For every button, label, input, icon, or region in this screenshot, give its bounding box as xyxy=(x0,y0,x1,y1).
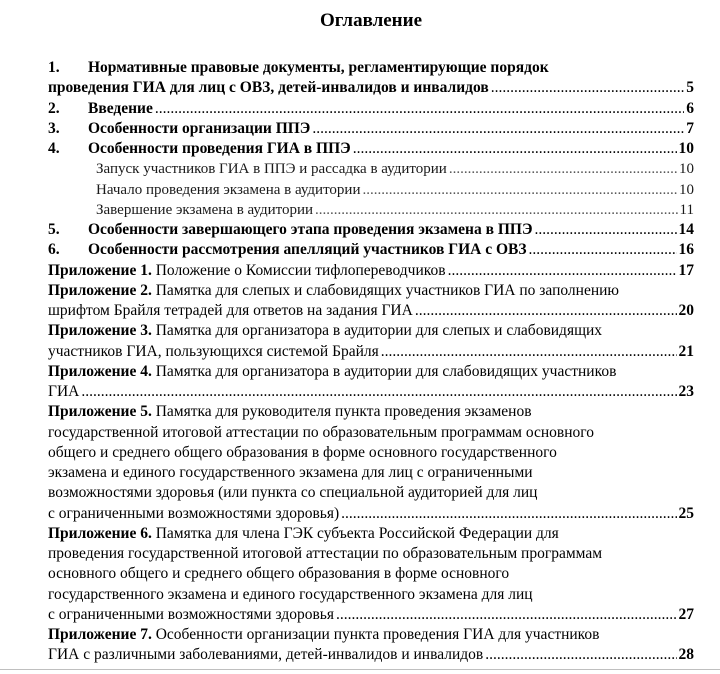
dot-leader xyxy=(363,180,678,200)
dot-leader xyxy=(534,220,676,240)
appendix-title: Памятка для руководителя пункта проведения экзаменов xyxy=(151,403,532,421)
toc-line xyxy=(48,99,694,119)
toc-subsection[interactable] xyxy=(48,200,694,220)
toc-line xyxy=(48,362,694,382)
appendix-title: с ограниченными возможностями здоровья xyxy=(48,605,334,623)
section-title: Особенности организации ППЭ xyxy=(88,119,311,137)
toc-appendix[interactable] xyxy=(48,362,694,403)
toc-line xyxy=(48,463,694,483)
toc-entry-text xyxy=(48,59,549,76)
toc-entry-text xyxy=(48,484,537,501)
appendix-title: общего и среднего общего образования в форме основного государственного xyxy=(48,443,557,461)
page-divider xyxy=(0,669,720,670)
toc-entry-text xyxy=(48,301,413,321)
appendix-title: ГИА с различными заболеваниями, детей-инвалидов и инвалидов xyxy=(48,646,484,664)
toc-list xyxy=(48,58,694,666)
toc-line xyxy=(48,402,694,422)
section-title: проведения ГИА для лиц с ОВЗ, детей-инвалидов и инвалидов xyxy=(48,79,489,97)
toc-line xyxy=(48,605,694,625)
appendix-title: Памятка для члена ГЭК субъекта Российской Федерации для xyxy=(151,524,559,542)
page-number: 21 xyxy=(678,342,694,360)
toc-appendix[interactable] xyxy=(48,261,694,281)
toc-line xyxy=(48,281,694,301)
toc-line xyxy=(48,585,694,605)
appendix-title: шрифтом Брайля тетрадей для ответов на задания ГИА xyxy=(48,302,413,319)
toc-entry-text xyxy=(48,504,339,524)
appendix-title: Положение о Комиссии тифлопереводчиков xyxy=(151,261,446,279)
toc-line xyxy=(48,119,694,139)
toc-entry-text xyxy=(48,525,559,542)
appendix-title: государственной итоговой аттестации по образовательным программам основного xyxy=(48,423,594,441)
toc-appendix[interactable] xyxy=(48,524,694,625)
toc-line xyxy=(48,78,694,98)
toc-entry-text xyxy=(96,200,313,220)
toc-entry-text xyxy=(48,78,489,98)
section-title: Особенности проведения ГИА в ППЭ xyxy=(88,140,351,157)
section-title: Введение xyxy=(88,99,153,117)
toc-line xyxy=(48,301,694,321)
section-number: 1. xyxy=(48,59,60,76)
appendix-label: Приложение 5. xyxy=(48,403,152,421)
dot-leader xyxy=(529,240,677,260)
toc-line xyxy=(96,180,694,200)
toc-entry-text xyxy=(48,586,533,603)
toc-entry-text xyxy=(48,444,557,461)
page-number: 14 xyxy=(678,221,694,238)
toc-line xyxy=(48,58,694,78)
section-title: Нормативные правовые документы, регламентирующие порядок xyxy=(88,59,549,76)
toc-section[interactable] xyxy=(48,240,694,260)
toc-entry-text xyxy=(96,180,361,200)
toc-line xyxy=(96,200,694,220)
page-number: 23 xyxy=(678,383,694,400)
appendix-title: Памятка для организатора в аудитории для слабовидящих участников xyxy=(151,362,617,380)
document-page xyxy=(48,0,694,666)
page-number: 16 xyxy=(678,241,694,259)
toc-section[interactable] xyxy=(48,99,694,119)
dot-leader xyxy=(448,261,677,281)
toc-entry-text xyxy=(48,342,379,362)
page-number: 10 xyxy=(679,181,694,198)
toc-line xyxy=(96,159,694,179)
toc-appendix[interactable] xyxy=(48,625,694,666)
section-number: 2. xyxy=(48,99,60,117)
appendix-label: Приложение 6. xyxy=(48,524,152,542)
toc-entry-text xyxy=(48,605,334,625)
toc-entry-text xyxy=(48,545,602,562)
toc-entry-text xyxy=(48,322,602,339)
appendix-label: Приложение 3. xyxy=(48,322,152,340)
toc-line xyxy=(48,423,694,443)
appendix-title: ГИА xyxy=(48,383,80,400)
dot-leader xyxy=(353,139,677,159)
toc-entry-text xyxy=(48,139,351,159)
page-number: 28 xyxy=(678,646,694,664)
toc-entry-text xyxy=(48,261,446,281)
dot-leader xyxy=(449,159,677,179)
page-number: 25 xyxy=(678,504,694,522)
toc-line xyxy=(48,443,694,463)
dot-leader xyxy=(381,342,677,362)
toc-entry-text xyxy=(48,240,527,260)
toc-entry-text xyxy=(48,424,594,441)
page-number: 10 xyxy=(678,140,694,157)
appendix-label: Приложение 2. xyxy=(48,281,152,299)
toc-line xyxy=(48,645,694,665)
toc-entry-text xyxy=(48,363,616,380)
toc-entry-text xyxy=(48,282,619,299)
page-number: 27 xyxy=(678,605,694,623)
appendix-label: Приложение 7. xyxy=(48,626,152,643)
toc-line xyxy=(48,261,694,281)
toc-entry-text xyxy=(48,403,532,420)
toc-entry-text xyxy=(48,99,153,119)
toc-appendix[interactable] xyxy=(48,281,694,322)
toc-section[interactable] xyxy=(48,119,694,139)
toc-section[interactable] xyxy=(48,58,694,99)
toc-subsection[interactable] xyxy=(48,159,694,179)
page-number: 10 xyxy=(679,161,694,178)
toc-section[interactable] xyxy=(48,139,694,159)
section-number: 4. xyxy=(48,140,60,157)
toc-line xyxy=(48,382,694,402)
toc-title: Оглавление xyxy=(319,10,423,31)
toc-entry-text xyxy=(96,159,447,179)
section-title: Запуск участников ГИА в ППЭ и рассадка в аудитории xyxy=(96,161,447,178)
toc-entry-text xyxy=(48,220,532,240)
toc-line xyxy=(48,342,694,362)
section-number: 5. xyxy=(48,221,60,238)
appendix-label: Приложение 4. xyxy=(48,362,152,380)
page-number: 5 xyxy=(686,79,694,97)
toc-subsection[interactable] xyxy=(48,180,694,200)
section-title: Особенности рассмотрения апелляций участников ГИА с ОВЗ xyxy=(88,241,527,259)
section-title: Завершение экзамена в аудитории xyxy=(96,201,314,218)
page-number: 11 xyxy=(679,201,694,218)
toc-appendix[interactable] xyxy=(48,402,694,524)
appendix-title: основного общего и среднего общего образования в форме основного xyxy=(48,565,510,583)
dot-leader xyxy=(315,200,678,220)
toc-entry-text xyxy=(48,119,310,139)
toc-line xyxy=(48,544,694,564)
toc-entry-text xyxy=(48,565,509,582)
toc-entry-text xyxy=(48,645,483,665)
page-number: 7 xyxy=(686,119,694,137)
page-number: 17 xyxy=(678,261,694,279)
toc-line xyxy=(48,564,694,584)
section-number: 6. xyxy=(48,241,60,259)
dot-leader xyxy=(415,301,677,321)
toc-line xyxy=(48,504,694,524)
toc-line xyxy=(48,483,694,503)
dot-leader xyxy=(155,99,684,119)
appendix-title: проведения государственной итоговой аттестации по образовательным программам xyxy=(48,545,603,562)
toc-entry-text xyxy=(48,626,600,643)
dot-leader xyxy=(341,504,676,524)
toc-line xyxy=(48,139,694,159)
section-number: 3. xyxy=(48,119,60,137)
dot-leader xyxy=(336,605,677,625)
toc-line xyxy=(48,220,694,240)
page-number: 6 xyxy=(686,99,694,117)
appendix-title: с ограниченными возможностями здоровья) xyxy=(48,504,340,522)
dot-leader xyxy=(81,382,676,402)
dot-leader xyxy=(491,78,685,98)
section-title: Особенности завершающего этапа проведения экзамена в ППЭ xyxy=(88,221,533,238)
dot-leader xyxy=(485,645,676,665)
appendix-title: Памятка для слепых и слабовидящих участников ГИА по заполнению xyxy=(151,281,619,299)
appendix-label: Приложение 1. xyxy=(48,261,152,279)
appendix-title: участников ГИА, пользующихся системой Брайля xyxy=(48,342,379,360)
appendix-title: государственного экзамена и единого государственного экзамена для лиц xyxy=(48,585,533,603)
toc-line xyxy=(48,524,694,544)
dot-leader xyxy=(312,119,684,139)
toc-line xyxy=(48,625,694,645)
toc-appendix[interactable] xyxy=(48,321,694,362)
appendix-title: экзамена и единого государственного экзамена для лиц с ограниченными xyxy=(48,464,533,481)
toc-entry-text xyxy=(48,382,79,402)
toc-section[interactable] xyxy=(48,220,694,240)
toc-entry-text xyxy=(48,464,533,481)
toc-line xyxy=(48,321,694,341)
toc-line xyxy=(48,240,694,260)
appendix-title: Особенности организации пункта проведения ГИА для участников xyxy=(151,626,600,643)
page-number: 20 xyxy=(678,302,694,319)
appendix-title: Памятка для организатора в аудитории для слепых и слабовидящих xyxy=(151,322,603,340)
section-title: Начало проведения экзамена в аудитории xyxy=(96,181,361,198)
appendix-title: возможностями здоровья (или пункта со специальной аудиторией для лиц xyxy=(48,484,538,502)
